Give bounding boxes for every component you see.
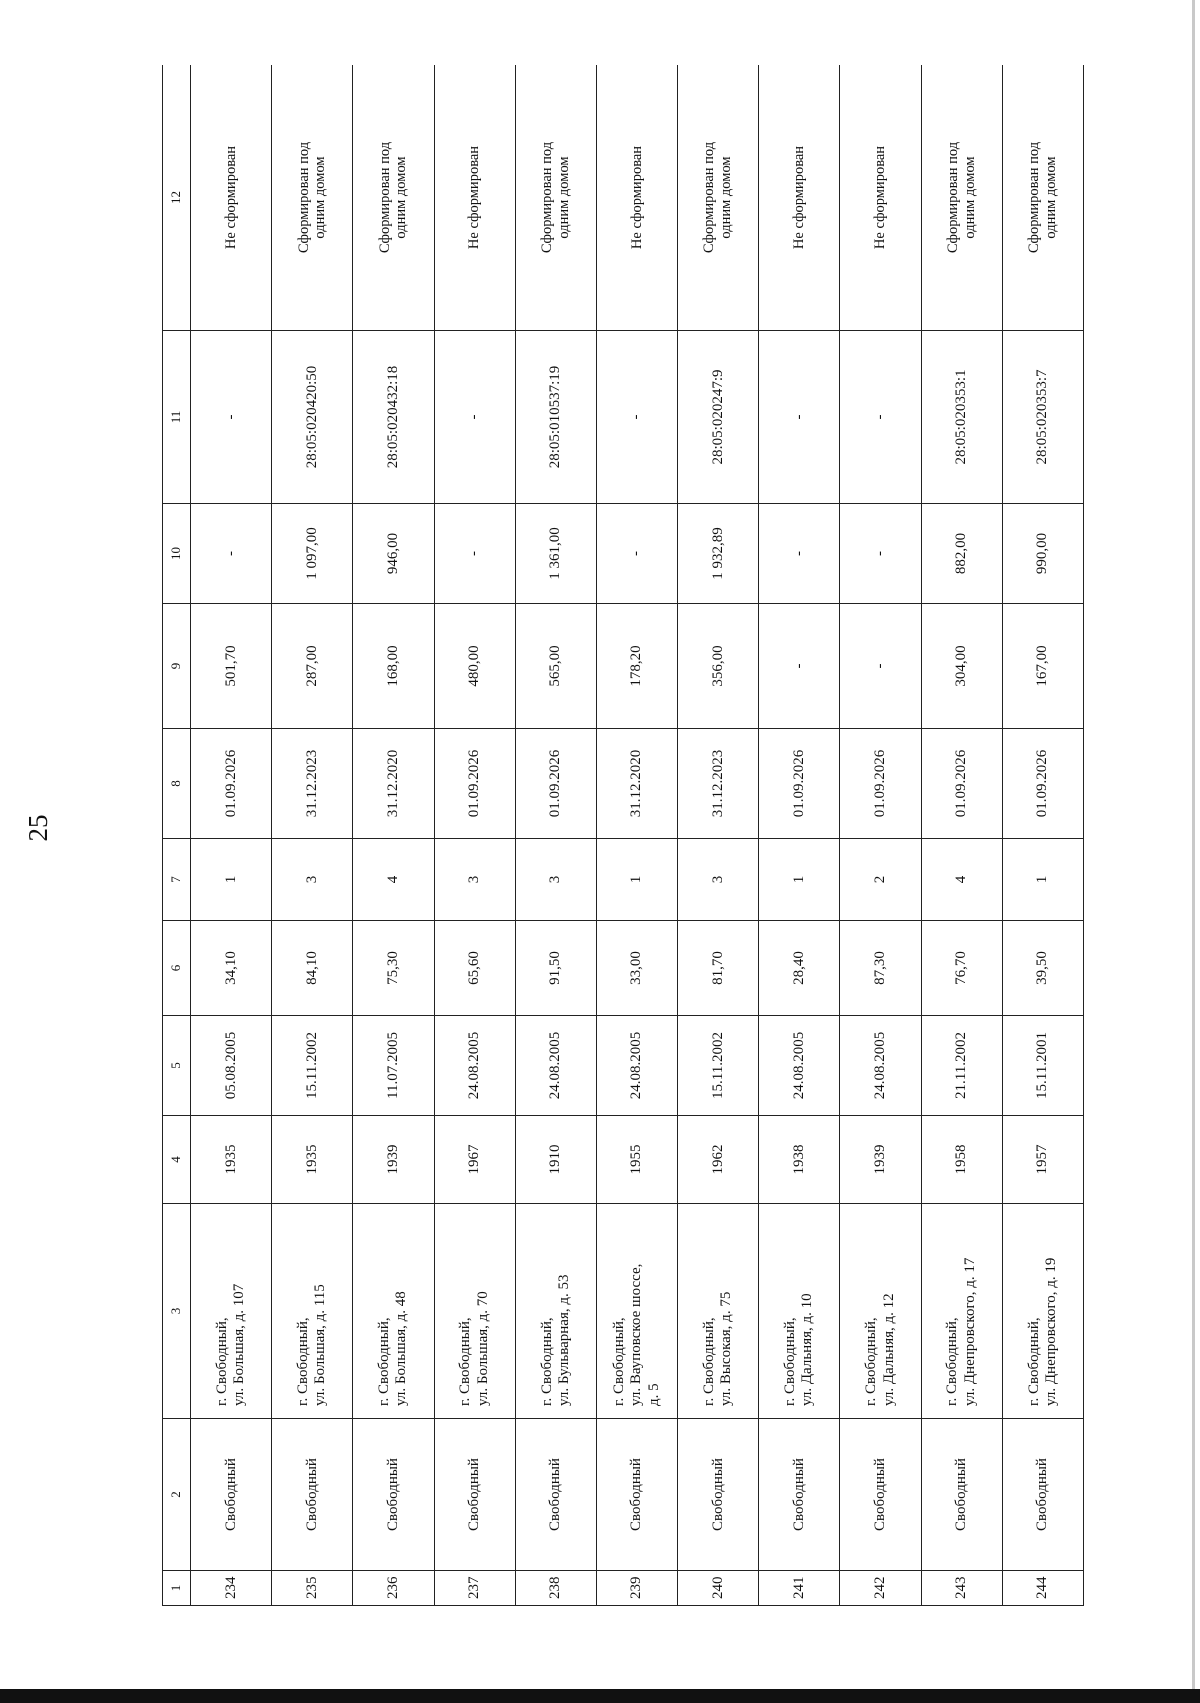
table-row xyxy=(759,65,840,1606)
cell-value-9: 480,00 xyxy=(434,604,515,729)
cell-count: 2 xyxy=(840,839,921,921)
cell-land-status: Сформирован под одним домом xyxy=(921,65,1002,331)
cell-value-9: 178,20 xyxy=(596,604,677,729)
header-cell: 10 xyxy=(163,504,191,604)
cell-settlement: Свободный xyxy=(759,1419,840,1571)
cell-deadline: 01.09.2026 xyxy=(840,729,921,839)
table-body xyxy=(163,65,1084,1606)
cell-settlement: Свободный xyxy=(515,1419,596,1571)
cell-settlement: Свободный xyxy=(1002,1419,1083,1571)
cell-cadastral-number: 28:05:020353:7 xyxy=(1002,331,1083,504)
cell-value-10: - xyxy=(434,504,515,604)
cell-date: 05.08.2005 xyxy=(191,1016,272,1116)
cell-value-10: 1 361,00 xyxy=(515,504,596,604)
cell-value-10: - xyxy=(759,504,840,604)
table-row xyxy=(840,65,921,1606)
scan-bottom-border xyxy=(0,1689,1200,1703)
cell-cadastral-number: - xyxy=(596,331,677,504)
cell-area: 28,40 xyxy=(759,921,840,1016)
cell-area: 87,30 xyxy=(840,921,921,1016)
cell-date: 24.08.2005 xyxy=(759,1016,840,1116)
table-row xyxy=(353,65,434,1606)
cell-count: 4 xyxy=(921,839,1002,921)
page-number: 25 xyxy=(22,814,53,842)
cell-date: 21.11.2002 xyxy=(921,1016,1002,1116)
cell-value-10: 990,00 xyxy=(1002,504,1083,604)
cell-value-10: 1 932,89 xyxy=(678,504,759,604)
cell-row-number: 237 xyxy=(434,1571,515,1606)
cell-settlement: Свободный xyxy=(678,1419,759,1571)
housing-table xyxy=(162,65,1084,1606)
cell-settlement: Свободный xyxy=(191,1419,272,1571)
cell-count: 1 xyxy=(191,839,272,921)
table-row xyxy=(515,65,596,1606)
header-cell: 7 xyxy=(163,839,191,921)
cell-deadline: 01.09.2026 xyxy=(515,729,596,839)
cell-address: г. Свободный, ул. Большая, д. 107 xyxy=(191,1204,272,1419)
table-row xyxy=(191,65,272,1606)
cell-cadastral-number: - xyxy=(840,331,921,504)
cell-area: 65,60 xyxy=(434,921,515,1016)
cell-address: г. Свободный, ул. Большая, д. 115 xyxy=(272,1204,353,1419)
header-cell: 2 xyxy=(163,1419,191,1571)
header-cell: 4 xyxy=(163,1116,191,1204)
cell-count: 3 xyxy=(434,839,515,921)
cell-date: 15.11.2002 xyxy=(678,1016,759,1116)
cell-value-10: - xyxy=(596,504,677,604)
cell-count: 3 xyxy=(678,839,759,921)
cell-row-number: 235 xyxy=(272,1571,353,1606)
cell-row-number: 242 xyxy=(840,1571,921,1606)
cell-build-year: 1939 xyxy=(353,1116,434,1204)
cell-value-9: 287,00 xyxy=(272,604,353,729)
cell-value-9: 168,00 xyxy=(353,604,434,729)
cell-address: г. Свободный, ул. Дальняя, д. 12 xyxy=(840,1204,921,1419)
table-row xyxy=(596,65,677,1606)
cell-value-9: 167,00 xyxy=(1002,604,1083,729)
cell-count: 1 xyxy=(596,839,677,921)
cell-value-9: - xyxy=(759,604,840,729)
cell-build-year: 1939 xyxy=(840,1116,921,1204)
cell-date: 15.11.2001 xyxy=(1002,1016,1083,1116)
cell-row-number: 243 xyxy=(921,1571,1002,1606)
cell-address: г. Свободный, ул. Большая, д. 48 xyxy=(353,1204,434,1419)
cell-row-number: 234 xyxy=(191,1571,272,1606)
cell-deadline: 01.09.2026 xyxy=(1002,729,1083,839)
cell-area: 75,30 xyxy=(353,921,434,1016)
cell-address: г. Свободный, ул. Вауповское шоссе, д. 5 xyxy=(596,1204,677,1419)
cell-land-status: Не сформирован xyxy=(759,65,840,331)
header-row xyxy=(163,65,191,1606)
cell-value-9: 304,00 xyxy=(921,604,1002,729)
cell-row-number: 238 xyxy=(515,1571,596,1606)
cell-land-status: Сформирован под одним домом xyxy=(515,65,596,331)
table-row xyxy=(678,65,759,1606)
header-cell: 5 xyxy=(163,1016,191,1116)
cell-build-year: 1935 xyxy=(191,1116,272,1204)
header-cell: 12 xyxy=(163,65,191,331)
header-cell: 9 xyxy=(163,604,191,729)
cell-date: 24.08.2005 xyxy=(434,1016,515,1116)
cell-cadastral-number: 28:05:010537:19 xyxy=(515,331,596,504)
cell-build-year: 1935 xyxy=(272,1116,353,1204)
header-cell: 3 xyxy=(163,1204,191,1419)
cell-address: г. Свободный, ул. Днепровского, д. 17 xyxy=(921,1204,1002,1419)
table-row xyxy=(1002,65,1083,1606)
cell-build-year: 1958 xyxy=(921,1116,1002,1204)
cell-value-9: 356,00 xyxy=(678,604,759,729)
cell-land-status: Не сформирован xyxy=(191,65,272,331)
cell-value-10: - xyxy=(840,504,921,604)
cell-date: 24.08.2005 xyxy=(596,1016,677,1116)
cell-build-year: 1955 xyxy=(596,1116,677,1204)
cell-cadastral-number: 28:05:020353:1 xyxy=(921,331,1002,504)
table-row xyxy=(272,65,353,1606)
cell-deadline: 01.09.2026 xyxy=(921,729,1002,839)
cell-area: 84,10 xyxy=(272,921,353,1016)
cell-area: 81,70 xyxy=(678,921,759,1016)
cell-deadline: 01.09.2026 xyxy=(759,729,840,839)
cell-area: 76,70 xyxy=(921,921,1002,1016)
header-cell: 1 xyxy=(163,1571,191,1606)
header-cell: 11 xyxy=(163,331,191,504)
cell-count: 1 xyxy=(759,839,840,921)
cell-row-number: 239 xyxy=(596,1571,677,1606)
housing-table-container xyxy=(162,65,1084,1606)
cell-address: г. Свободный, ул. Бульварная, д. 53 xyxy=(515,1204,596,1419)
cell-row-number: 236 xyxy=(353,1571,434,1606)
cell-cadastral-number: 28:05:020420:50 xyxy=(272,331,353,504)
cell-build-year: 1962 xyxy=(678,1116,759,1204)
cell-row-number: 241 xyxy=(759,1571,840,1606)
cell-address: г. Свободный, ул. Большая, д. 70 xyxy=(434,1204,515,1419)
cell-area: 33,00 xyxy=(596,921,677,1016)
cell-deadline: 01.09.2026 xyxy=(191,729,272,839)
cell-settlement: Свободный xyxy=(272,1419,353,1571)
cell-date: 15.11.2002 xyxy=(272,1016,353,1116)
cell-cadastral-number: 28:05:020432:18 xyxy=(353,331,434,504)
cell-deadline: 01.09.2026 xyxy=(434,729,515,839)
cell-cadastral-number: - xyxy=(434,331,515,504)
cell-date: 24.08.2005 xyxy=(515,1016,596,1116)
cell-build-year: 1967 xyxy=(434,1116,515,1204)
cell-cadastral-number: - xyxy=(759,331,840,504)
cell-count: 3 xyxy=(272,839,353,921)
cell-settlement: Свободный xyxy=(596,1419,677,1571)
cell-count: 4 xyxy=(353,839,434,921)
cell-count: 3 xyxy=(515,839,596,921)
cell-build-year: 1957 xyxy=(1002,1116,1083,1204)
cell-value-9: 565,00 xyxy=(515,604,596,729)
cell-row-number: 240 xyxy=(678,1571,759,1606)
cell-settlement: Свободный xyxy=(434,1419,515,1571)
cell-date: 24.08.2005 xyxy=(840,1016,921,1116)
cell-deadline: 31.12.2020 xyxy=(596,729,677,839)
scan-edge-line xyxy=(1192,0,1195,1703)
cell-area: 39,50 xyxy=(1002,921,1083,1016)
cell-value-9: - xyxy=(840,604,921,729)
cell-land-status: Не сформирован xyxy=(434,65,515,331)
table-row xyxy=(434,65,515,1606)
cell-area: 91,50 xyxy=(515,921,596,1016)
cell-cadastral-number: 28:05:020247:9 xyxy=(678,331,759,504)
cell-settlement: Свободный xyxy=(840,1419,921,1571)
cell-address: г. Свободный, ул. Дальняя, д. 10 xyxy=(759,1204,840,1419)
cell-date: 11.07.2005 xyxy=(353,1016,434,1116)
cell-address: г. Свободный, ул. Высокая, д. 75 xyxy=(678,1204,759,1419)
cell-land-status: Сформирован под одним домом xyxy=(272,65,353,331)
cell-value-10: - xyxy=(191,504,272,604)
cell-deadline: 31.12.2023 xyxy=(678,729,759,839)
cell-land-status: Сформирован под одним домом xyxy=(678,65,759,331)
cell-settlement: Свободный xyxy=(921,1419,1002,1571)
cell-cadastral-number: - xyxy=(191,331,272,504)
cell-land-status: Не сформирован xyxy=(840,65,921,331)
cell-deadline: 31.12.2023 xyxy=(272,729,353,839)
cell-row-number: 244 xyxy=(1002,1571,1083,1606)
cell-build-year: 1910 xyxy=(515,1116,596,1204)
cell-land-status: Не сформирован xyxy=(596,65,677,331)
cell-value-10: 946,00 xyxy=(353,504,434,604)
cell-value-10: 882,00 xyxy=(921,504,1002,604)
cell-value-10: 1 097,00 xyxy=(272,504,353,604)
cell-count: 1 xyxy=(1002,839,1083,921)
cell-land-status: Сформирован под одним домом xyxy=(353,65,434,331)
cell-settlement: Свободный xyxy=(353,1419,434,1571)
header-cell: 6 xyxy=(163,921,191,1016)
cell-area: 34,10 xyxy=(191,921,272,1016)
cell-address: г. Свободный, ул. Днепровского, д. 19 xyxy=(1002,1204,1083,1419)
cell-value-9: 501,70 xyxy=(191,604,272,729)
cell-deadline: 31.12.2020 xyxy=(353,729,434,839)
cell-build-year: 1938 xyxy=(759,1116,840,1204)
table-row xyxy=(921,65,1002,1606)
header-cell: 8 xyxy=(163,729,191,839)
cell-land-status: Сформирован под одним домом xyxy=(1002,65,1083,331)
